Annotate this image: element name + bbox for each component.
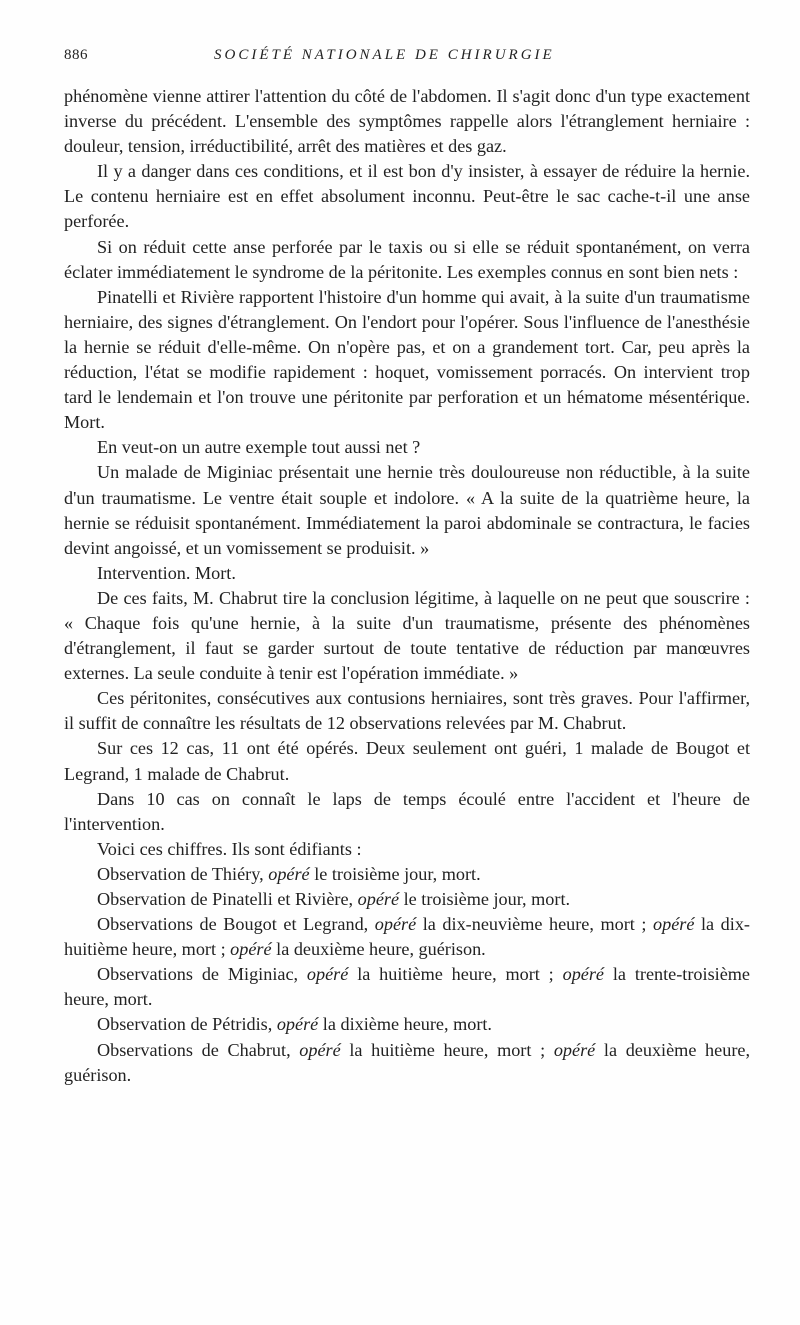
observation-paragraph: Observation de Pinatelli et Rivière, opéré le troisième jour, mort. <box>97 889 571 909</box>
paragraph: De ces faits, M. Chabrut tire la conclusion légitime, à laquelle on ne peut que souscrire : « Chaque fois qu'une hernie, à la suite d'un traumatisme, présente des phénomènes d'étranglement, il faut se garder surtout de toute tentative de réduction par manœuvres externes. La seule conduite à tenir est l'opération immédiate. » <box>64 587 750 684</box>
paragraph: Un malade de Miginiac présentait une hernie très douloureuse non réductible, à la suite d'un traumatisme. Le ventre était souple et indolore. « A la suite de la quatrième heure, la hernie se réduisit spontanément. Immédiatement la paroi abdominale se contractura, le facies devint angoissé, et un vomissement se produisit. » <box>64 462 750 558</box>
paragraph: phénomène vienne attirer l'attention du côté de l'abdomen. Il s'agit donc d'un type exactement inverse du précédent. L'ensemble des symptômes rappelle alors l'étranglement herniaire : douleur, tension, irréductibilité, arrêt des matières et des gaz. <box>64 86 750 157</box>
observation-paragraph: Observations de Bougot et Legrand, opéré la dix-neuvième heure, mort ; opéré la dix-huitième heure, mort ; opéré la deuxième heure, guérison. <box>64 914 750 960</box>
running-title: SOCIÉTÉ NATIONALE DE CHIRURGIE <box>214 47 555 63</box>
page-header <box>64 44 750 66</box>
paragraph: Dans 10 cas on connaît le laps de temps écoulé entre l'accident et l'heure de l'intervention. <box>64 788 750 834</box>
paragraph: Voici ces chiffres. Ils sont édifiants : <box>97 838 362 859</box>
paragraph: En veut-on un autre exemple tout aussi net ? <box>97 437 421 458</box>
observation-paragraph: Observations de Chabrut, opéré la huitième heure, mort ; opéré la deuxième heure, guérison. <box>64 1039 750 1085</box>
body-text <box>64 84 750 1088</box>
observation-paragraph: Observation de Thiéry, opéré le troisième jour, mort. <box>97 863 481 884</box>
observation-paragraph: Observation de Pétridis, opéré la dixième heure, mort. <box>97 1014 492 1035</box>
paragraph: Si on réduit cette anse perforée par le taxis ou si elle se réduit spontanément, on verra éclater immédiatement le syndrome de la péritonite. Les exemples connus en sont bien nets : <box>64 236 750 282</box>
paragraph: Ces péritonites, consécutives aux contusions herniaires, sont très graves. Pour l'affirmer, il suffit de connaître les résultats de 12 observations relevées par M. Chabrut. <box>64 688 750 734</box>
paragraph: Sur ces 12 cas, 11 ont été opérés. Deux seulement ont guéri, 1 malade de Bougot et Legrand, 1 malade de Chabrut. <box>64 738 750 784</box>
paragraph: Il y a danger dans ces conditions, et il est bon d'y insister, à essayer de réduire la hernie. Le contenu herniaire est en effet absolument inconnu. Peut-être le sac cache-t-il une anse perforée. <box>64 161 750 232</box>
observation-paragraph: Observations de Miginiac, opéré la huitième heure, mort ; opéré la trente-troisième heure, mort. <box>64 964 750 1010</box>
paragraph: Pinatelli et Rivière rapportent l'histoire d'un homme qui avait, à la suite d'un traumatisme herniaire, des signes d'étranglement. On l'endort pour l'opérer. Sous l'influence de l'anesthésie la hernie se réduit d'elle-même. On n'opère pas, et on a grandement tort. Car, peu après la réduction, l'état se modifie rapidement : hoquet, vomissement porracés. On intervient trop tard le lendemain et l'on trouve une péritonite par perforation et un hématome mésentérique. Mort. <box>64 286 750 433</box>
paragraph: Intervention. Mort. <box>97 562 236 583</box>
page-number: 886 <box>64 47 88 63</box>
